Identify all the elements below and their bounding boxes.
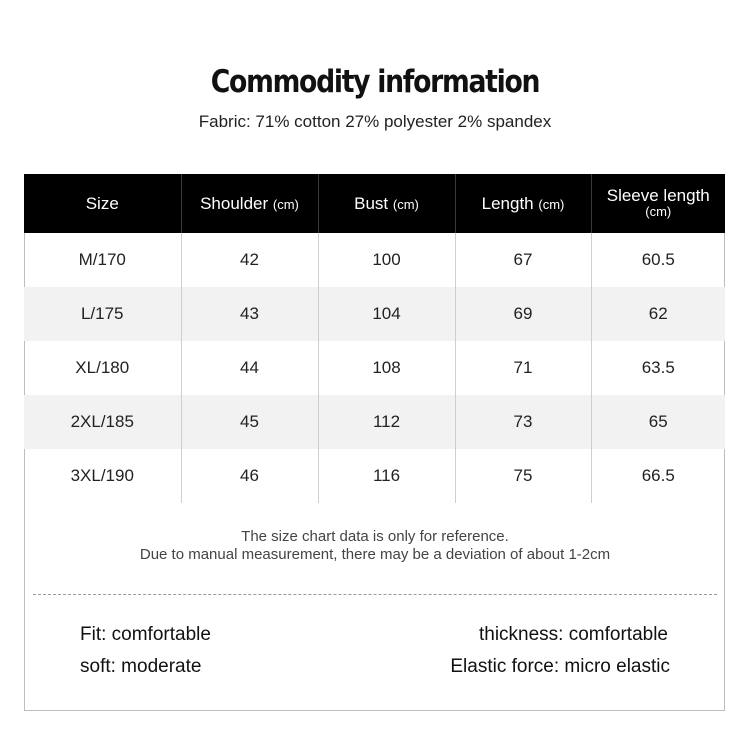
cell-shoulder: 42 xyxy=(181,233,318,287)
cell-bust: 108 xyxy=(318,341,455,395)
cell-shoulder: 46 xyxy=(181,449,318,503)
cell-length: 69 xyxy=(455,287,591,341)
header-shoulder: Shoulder (cm) xyxy=(181,174,318,233)
table-header-row xyxy=(24,174,725,233)
cell-sleeve-length: 62 xyxy=(591,287,725,341)
cell-sleeve-length: 66.5 xyxy=(591,449,725,503)
cell-shoulder: 45 xyxy=(181,395,318,449)
header-sleeve-length: Sleeve length (cm) xyxy=(591,174,725,233)
table-row xyxy=(24,341,725,395)
cell-bust: 100 xyxy=(318,233,455,287)
page-title: Commodity information xyxy=(210,64,540,100)
cell-shoulder: 43 xyxy=(181,287,318,341)
cell-length: 75 xyxy=(455,449,591,503)
cell-bust: 112 xyxy=(318,395,455,449)
table-row xyxy=(24,449,725,503)
deviation-note: Due to manual measurement, there may be a deviation of about 1-2cm xyxy=(139,546,611,563)
fabric-composition: Fabric: 71% cotton 27% polyester 2% spandex xyxy=(198,112,552,131)
table-row xyxy=(24,233,725,287)
cell-length: 71 xyxy=(455,341,591,395)
size-chart-table xyxy=(24,174,725,503)
fit-property: Fit: comfortable xyxy=(80,624,211,645)
cell-length: 67 xyxy=(455,233,591,287)
cell-shoulder: 44 xyxy=(181,341,318,395)
header-bust: Bust (cm) xyxy=(318,174,455,233)
table-row xyxy=(24,287,725,341)
thickness-property: thickness: comfortable xyxy=(478,624,668,645)
cell-size: 3XL/190 xyxy=(70,466,134,485)
cell-size: 2XL/185 xyxy=(70,412,134,431)
cell-size: M/170 xyxy=(78,250,126,269)
cell-bust: 116 xyxy=(318,449,455,503)
header-length: Length (cm) xyxy=(455,174,591,233)
cell-size: L/175 xyxy=(80,304,124,323)
cell-sleeve-length: 63.5 xyxy=(591,341,725,395)
elastic-property: Elastic force: micro elastic xyxy=(450,656,670,677)
table-row xyxy=(24,395,725,449)
soft-property: soft: moderate xyxy=(80,656,202,677)
cell-size: XL/180 xyxy=(75,358,130,377)
cell-bust: 104 xyxy=(318,287,455,341)
header-size: Size xyxy=(85,194,119,213)
cell-sleeve-length: 65 xyxy=(591,395,725,449)
cell-length: 73 xyxy=(455,395,591,449)
dashed-divider xyxy=(33,594,717,595)
cell-sleeve-length: 60.5 xyxy=(591,233,725,287)
reference-note: The size chart data is only for reference. xyxy=(241,528,509,545)
